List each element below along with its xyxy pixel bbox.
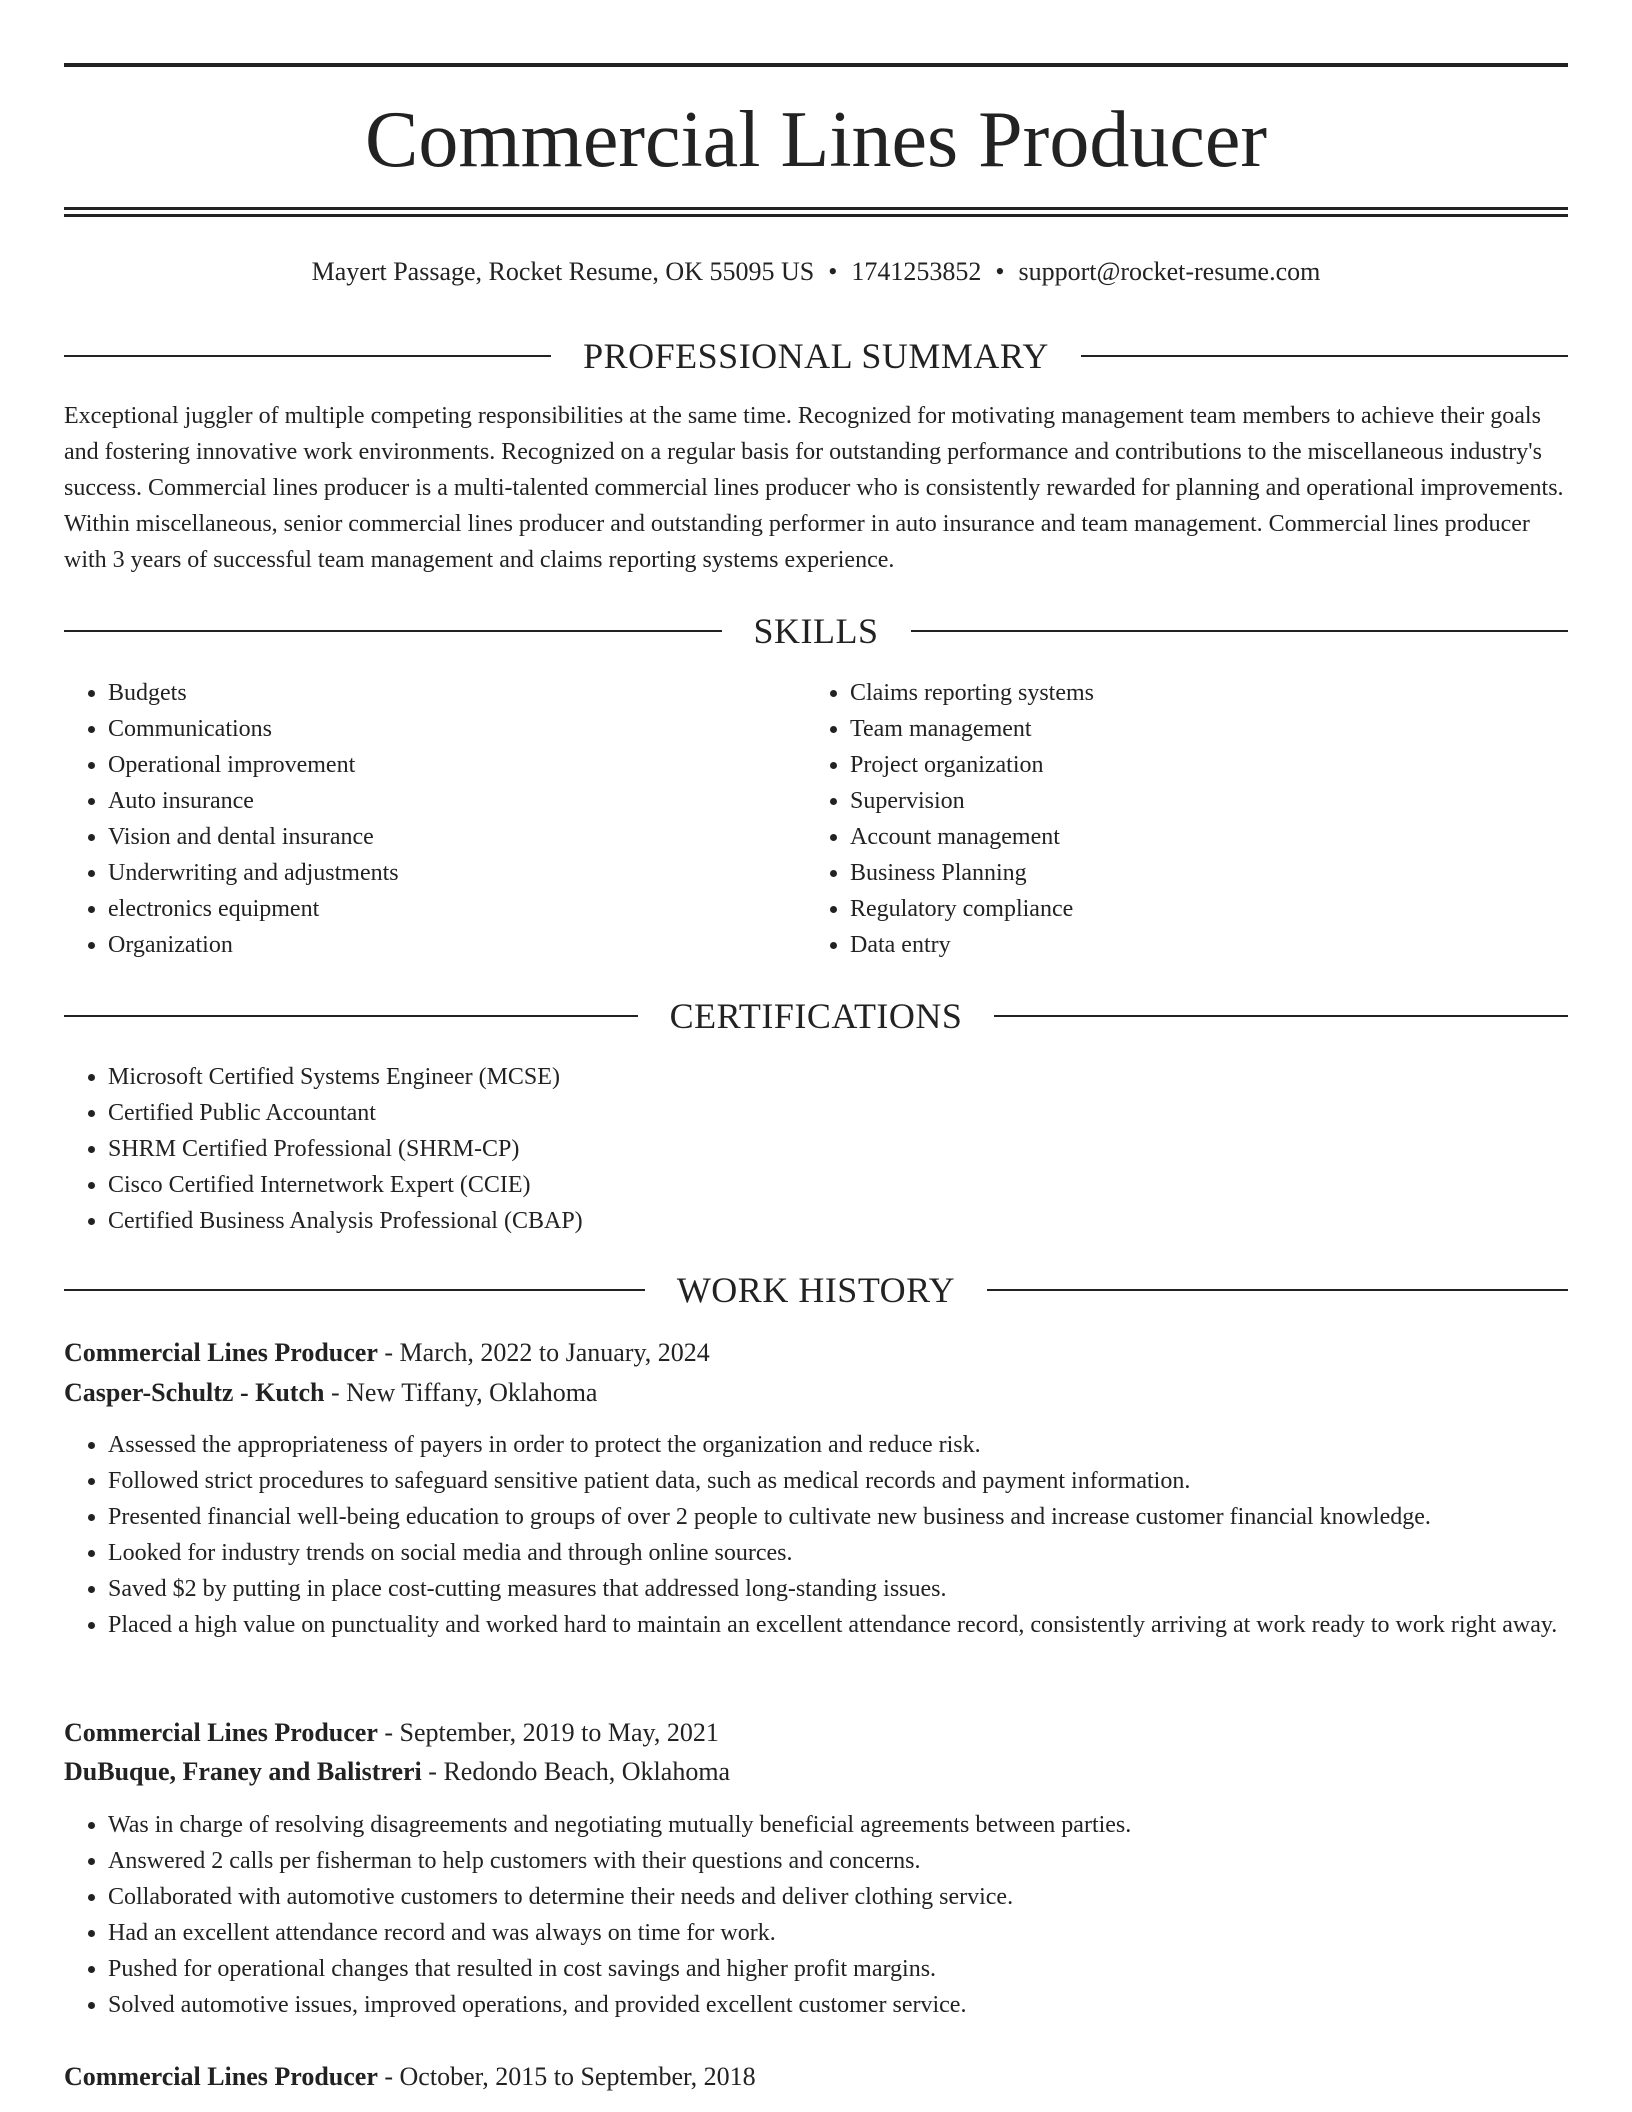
list-item: • Placed a high value on punctuality and worked hard to maintain an excellent attendance record, consistently arriving at work ready to work right away. [108, 1607, 1568, 1643]
job-title: Commercial Lines Producer [64, 1338, 378, 1367]
job-title-line [64, 2058, 1568, 2096]
section-header-certifications [64, 994, 1568, 1038]
list-item: • Business Planning [850, 855, 1550, 891]
list-item: • Microsoft Certified Systems Engineer (MCSE) [108, 1059, 1568, 1095]
job-dates: - October, 2015 to September, 2018 [377, 2062, 756, 2091]
contact-email: support@rocket-resume.com [1018, 257, 1321, 286]
job-location: - New Tiffany, Oklahoma [324, 1378, 598, 1407]
list-item: • Project organization [850, 747, 1550, 783]
job-location: - Redondo Beach, Oklahoma [421, 1757, 731, 1786]
section-header-summary [64, 334, 1568, 378]
list-item: • Communications [108, 711, 808, 747]
section-rule [1081, 355, 1568, 357]
section-title: PROFESSIONAL SUMMARY [583, 336, 1049, 376]
list-item: • Budgets [108, 675, 808, 711]
list-item: • Had an excellent attendance record and was always on time for work. [108, 1915, 1568, 1951]
section-rule [64, 355, 551, 357]
list-item: • Certified Public Accountant [108, 1095, 1568, 1131]
list-item: • Underwriting and adjustments [108, 855, 808, 891]
section-rule [994, 1015, 1568, 1017]
section-title: CERTIFICATIONS [669, 996, 963, 1036]
list-item: • Saved $2 by putting in place cost-cutting measures that addressed long-standing issues. [108, 1571, 1568, 1607]
list-item: • Solved automotive issues, improved operations, and provided excellent customer service. [108, 1987, 1568, 2023]
certifications-list [64, 1059, 1568, 1239]
list-item: • Auto insurance [108, 783, 808, 819]
job-title: Commercial Lines Producer [64, 1718, 378, 1747]
list-item: • Claims reporting systems [850, 675, 1550, 711]
job-dates: - March, 2022 to January, 2024 [377, 1338, 710, 1367]
contact-phone: 1741253852 [851, 257, 982, 286]
list-item: • Organization [108, 927, 808, 963]
top-rule [64, 63, 1568, 67]
list-item: • Looked for industry trends on social media and through online sources. [108, 1535, 1568, 1571]
list-item: • Was in charge of resolving disagreements and negotiating mutually beneficial agreements between parties. [108, 1807, 1568, 1843]
contact-line [64, 254, 1568, 290]
list-item: • Operational improvement [108, 747, 808, 783]
skills-list-right [806, 675, 1550, 963]
list-item: • Account management [850, 819, 1550, 855]
section-rule [911, 630, 1569, 632]
list-item: • SHRM Certified Professional (SHRM-CP) [108, 1131, 1568, 1167]
section-rule [64, 1015, 638, 1017]
job-company-line [64, 1753, 1568, 1791]
job-company: Casper-Schultz - Kutch [64, 1378, 325, 1407]
summary-text: Exceptional juggler of multiple competing responsibilities at the same time. Recognized for motivating management team members to achieve their goals and fostering innovative work environments. Recognized on a regular basis for outstanding performance and contributions to the miscellaneous industry's success. Commercial lines producer is a multi-talented commercial lines producer who is consistently rewarded for planning and operational improvements. Within miscellaneous, senior commercial lines producer and outstanding performer in auto insurance and team management. Commercial lines producer with 3 years of successful team management and claims reporting systems experience. [64, 403, 1564, 573]
list-item: • Collaborated with automotive customers to determine their needs and deliver clothing service. [108, 1879, 1568, 1915]
contact-separator: • [995, 257, 1005, 286]
list-item: • Presented financial well-being education to groups of over 2 people to cultivate new business and increase customer financial knowledge. [108, 1499, 1568, 1535]
list-item: • Cisco Certified Internetwork Expert (CCIE) [108, 1167, 1568, 1203]
list-item: • Answered 2 calls per fisherman to help customers with their questions and concerns. [108, 1843, 1568, 1879]
list-item: • Assessed the appropriateness of payers in order to protect the organization and reduce risk. [108, 1427, 1568, 1463]
list-item: • Vision and dental insurance [108, 819, 808, 855]
contact-separator: • [828, 257, 838, 286]
job-bullets [64, 1427, 1568, 1643]
section-rule [987, 1289, 1568, 1291]
resume-title: Commercial Lines Producer [365, 96, 1267, 184]
job-dates: - September, 2019 to May, 2021 [377, 1718, 719, 1747]
job-company-line [64, 1374, 1568, 1412]
list-item: • Regulatory compliance [850, 891, 1550, 927]
section-rule [64, 630, 722, 632]
job-company: DuBuque, Franey and Balistreri [64, 1757, 422, 1786]
job-title-line [64, 1714, 1568, 1752]
section-title: WORK HISTORY [676, 1270, 956, 1310]
job-bullets [64, 1807, 1568, 2023]
job-title-line [64, 1334, 1568, 1372]
list-item: • Pushed for operational changes that resulted in cost savings and higher profit margins. [108, 1951, 1568, 1987]
list-item: • electronics equipment [108, 891, 808, 927]
list-item: • Followed strict procedures to safeguard sensitive patient data, such as medical records and payment information. [108, 1463, 1568, 1499]
list-item: • Data entry [850, 927, 1550, 963]
list-item: • Supervision [850, 783, 1550, 819]
job-title: Commercial Lines Producer [64, 2062, 378, 2091]
section-title: SKILLS [753, 611, 879, 651]
section-rule [64, 1289, 645, 1291]
list-item: • Team management [850, 711, 1550, 747]
section-header-work-history [64, 1268, 1568, 1312]
skills-list-left [64, 675, 808, 963]
section-header-skills [64, 609, 1568, 653]
contact-address: Mayert Passage, Rocket Resume, OK 55095 US [311, 257, 815, 286]
list-item: • Certified Business Analysis Professional (CBAP) [108, 1203, 1568, 1239]
title-double-rule [64, 207, 1568, 217]
